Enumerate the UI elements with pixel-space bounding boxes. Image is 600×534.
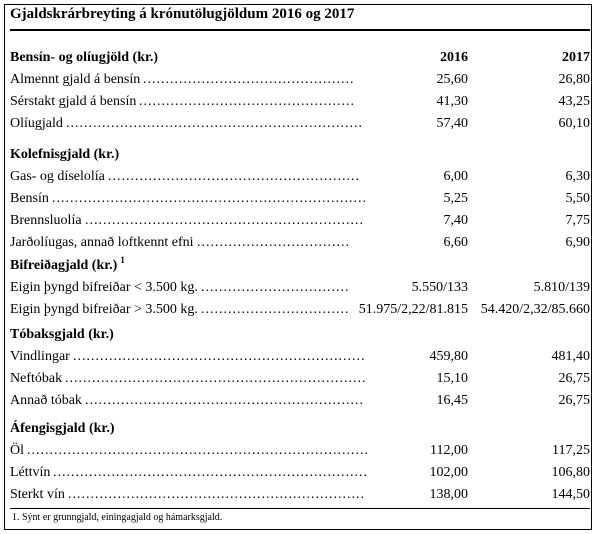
value-2016: 138,00 <box>429 487 468 502</box>
table-row <box>10 278 590 298</box>
row-label: Olíugjald <box>10 116 63 131</box>
value-2017: 5.810/139 <box>533 280 590 295</box>
row-label: Almennt gjald á bensín <box>10 72 141 87</box>
table-row <box>10 369 590 389</box>
value-2016: 5,25 <box>443 191 468 206</box>
section-header-label: Kolefnisgjald (kr.) <box>10 147 120 162</box>
row-label: Neftóbak <box>10 371 63 386</box>
leader-dots: ............................................................................ <box>27 443 369 458</box>
table-row <box>10 211 590 231</box>
leader-dots: ................................. <box>201 280 350 295</box>
table-row <box>10 485 590 505</box>
value-2016: 41,30 <box>436 94 468 109</box>
table-row <box>10 114 590 134</box>
row-label: Gas- og díselolía <box>10 169 105 184</box>
value-2017: 43,25 <box>558 94 590 109</box>
value-2017: 5,50 <box>565 191 590 206</box>
table-row <box>10 300 590 320</box>
leader-dots: .................................. <box>197 235 350 250</box>
value-2016: 57,40 <box>436 116 468 131</box>
table-row <box>10 189 590 209</box>
value-2017: 26,80 <box>558 72 590 87</box>
value-2017: 60,10 <box>558 116 590 131</box>
column-header-2017: 2017 <box>562 50 590 65</box>
section-header <box>10 419 590 439</box>
footnote: 1. Sýnt er grunngjald, einingagjald og hámarksgjald. <box>12 512 223 523</box>
value-2017: 6,90 <box>565 235 590 250</box>
row-label: Öl <box>10 443 24 458</box>
value-2017: 26,75 <box>558 393 590 408</box>
value-2016: 102,00 <box>429 465 468 480</box>
row-label: Eigin þyngd bifreiðar < 3.500 kg. <box>10 280 198 295</box>
value-2016: 25,60 <box>436 72 468 87</box>
row-label: Jarðolíugas, annað loftkennt efni <box>10 235 194 250</box>
leader-dots: ...................................................................... <box>53 465 368 480</box>
leader-dots: ................................. <box>201 302 350 317</box>
table-row <box>10 463 590 483</box>
table-row <box>10 347 590 367</box>
leader-dots: .................................................................. <box>66 116 363 131</box>
value-2017: 54.420/2,32/85.660 <box>480 302 590 317</box>
section-header-label: Áfengisgjald (kr.) <box>10 421 115 436</box>
section-header-label: Bifreiðagjald (kr.) $^1$ <box>10 255 125 273</box>
value-2016: 16,45 <box>436 393 468 408</box>
row-label: Vindlingar <box>10 349 70 364</box>
footnote-marker: 1 <box>120 255 125 266</box>
value-2016: 459,80 <box>429 349 468 364</box>
row-label: Léttvín <box>10 465 51 480</box>
footnote-divider <box>10 508 590 509</box>
value-2017: 26,75 <box>558 371 590 386</box>
section-header <box>10 48 590 68</box>
leader-dots: ...................................................................... <box>52 191 367 206</box>
table-row <box>10 233 590 253</box>
table-row <box>10 70 590 90</box>
section-header <box>10 145 590 165</box>
section-header <box>10 256 590 276</box>
leader-dots: ................................................ <box>139 94 355 109</box>
value-2016: 6,60 <box>443 235 468 250</box>
leader-dots: ........................................................ <box>108 169 360 184</box>
value-2016: 15,10 <box>436 371 468 386</box>
table-row <box>10 167 590 187</box>
row-label: Eigin þyngd bifreiðar > 3.500 kg. <box>10 302 198 317</box>
value-2017: 117,25 <box>552 443 590 458</box>
leader-dots: .................................................................. <box>68 487 365 502</box>
leader-dots: ................................................................. <box>73 349 366 364</box>
value-2016: 7,40 <box>443 213 468 228</box>
row-label: Sérstakt gjald á bensín <box>10 94 137 109</box>
value-2016: 51.975/2,22/81.815 <box>358 302 468 317</box>
row-label: Annað tóbak <box>10 393 82 408</box>
value-2016: 112,00 <box>430 443 468 458</box>
table-row <box>10 391 590 411</box>
table-row <box>10 441 590 461</box>
row-label: Sterkt vín <box>10 487 65 502</box>
value-2017: 7,75 <box>565 213 590 228</box>
value-2017: 481,40 <box>551 349 590 364</box>
section-header-label: Bensín- og olíugjöld (kr.) <box>10 50 159 65</box>
title-divider <box>10 29 590 31</box>
row-label: Bensín <box>10 191 49 206</box>
value-2017: 106,80 <box>551 465 590 480</box>
leader-dots: ............................................... <box>143 72 355 87</box>
leader-dots: .............................................................. <box>85 213 364 228</box>
value-2016: 6,00 <box>443 169 468 184</box>
section-header-label: Tóbaksgjald (kr.) <box>10 327 114 342</box>
table-title: Gjaldskrárbreyting á krónutölugjöldum 2016 og 2017 <box>10 6 355 22</box>
leader-dots: .............................................................. <box>85 393 364 408</box>
leader-dots: ................................................................... <box>65 371 367 386</box>
value-2017: 144,50 <box>551 487 590 502</box>
row-label: Brennsluolía <box>10 213 82 228</box>
value-2017: 6,30 <box>565 169 590 184</box>
table-row <box>10 92 590 112</box>
value-2016: 5.550/133 <box>411 280 468 295</box>
column-header-2016: 2016 <box>440 50 468 65</box>
section-header <box>10 325 590 345</box>
